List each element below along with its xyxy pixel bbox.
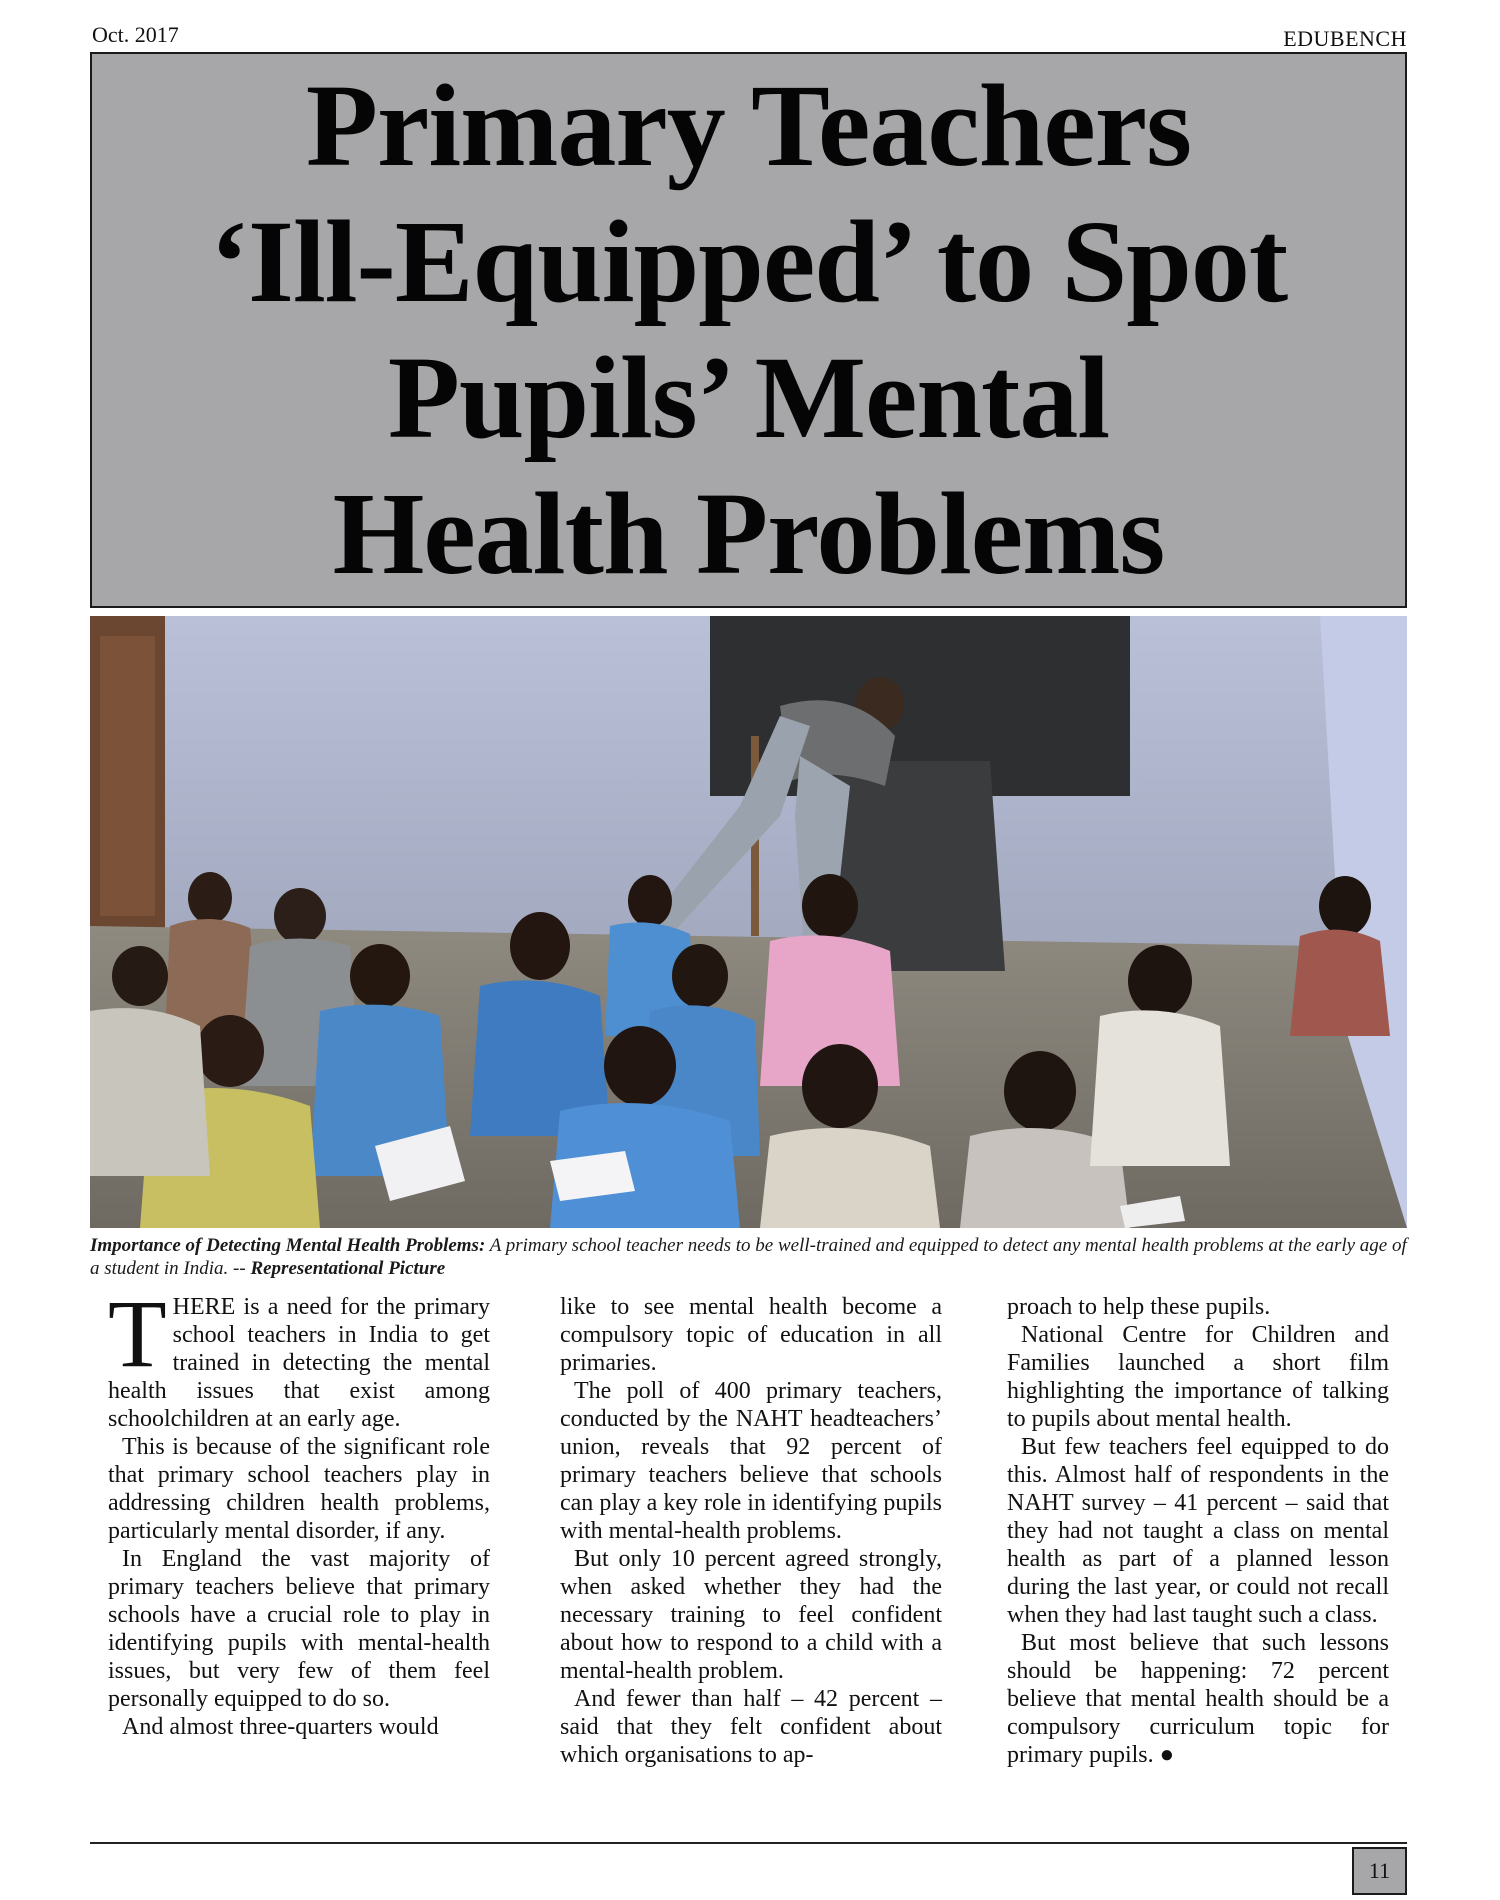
article-column-2 xyxy=(560,1293,942,1769)
issue-date: Oct. 2017 xyxy=(92,22,179,47)
drop-cap: T xyxy=(108,1280,167,1387)
headline-line: Health Problems xyxy=(332,468,1165,599)
article-paragraph: But most believe that such lessons should be happening: 72 percent believe that mental health should be a compulsory curriculum topic for primary pupils. ● xyxy=(1007,1630,1389,1768)
classroom-photo xyxy=(90,616,1407,1228)
article-column-1 xyxy=(108,1280,490,1741)
article-paragraph: like to see mental health become a compulsory topic of education in all primaries. xyxy=(560,1294,942,1376)
article-paragraph: And almost three-quarters would xyxy=(122,1714,439,1740)
article-paragraph: But few teachers feel equipped to do this. Almost half of respondents in the NAHT survey – 41 percent – said that they had not taught a class on mental health as part of a planned lesson during the last year, or could not recall when they had last taught such a class. xyxy=(1007,1434,1389,1628)
caption-lead: Importance of Detecting Mental Health Problems: xyxy=(90,1235,486,1256)
article-paragraph: THERE is a need for the primary school teachers in India to get trained in detecting the mental health issues that exist among schoolchildren at an early age. xyxy=(108,1280,490,1432)
article-paragraph: proach to help these pupils. xyxy=(1007,1294,1271,1320)
article-paragraph: This is because of the significant role that primary school teachers play in addressing children health problems, particularly mental disorder, if any. xyxy=(108,1434,490,1544)
classroom-photo-illustration xyxy=(90,616,1407,1228)
article-paragraph: And fewer than half – 42 percent – said that they felt confident about which organisations to ap- xyxy=(560,1686,942,1768)
headline xyxy=(210,58,1287,602)
article-paragraph: The poll of 400 primary teachers, conducted by the NAHT headteachers’ union, reveals that 92 percent of primary teachers believe that schools can play a key role in identifying pupils with mental-health problems. xyxy=(560,1378,942,1544)
article-paragraph: But only 10 percent agreed strongly, when asked whether they had the necessary training to feel confident about how to respond to a child with a mental-health problem. xyxy=(560,1546,942,1684)
caption-text: A primary school teacher needs to be well-trained and equipped to detect any mental health problems at the early age of a student in India. -- xyxy=(90,1235,1407,1279)
caption-credit: Representational Picture xyxy=(250,1258,446,1279)
headline-line: Pupils’ Mental xyxy=(387,332,1110,463)
page-number: 11 xyxy=(1352,1847,1407,1895)
photo-caption xyxy=(90,1234,1407,1280)
article-paragraph: In England the vast majority of primary teachers believe that primary schools have a crucial role to play in identifying pupils with mental-health issues, but very few of them feel personally equipped to do so. xyxy=(108,1546,490,1712)
headline-box xyxy=(90,52,1407,608)
article-body xyxy=(0,1280,1500,1833)
footer-rule xyxy=(90,1842,1407,1844)
publication-name: EDUBENCH xyxy=(1283,26,1407,51)
article-paragraph: National Centre for Children and Families launched a short film highlighting the importance of talking to pupils about mental health. xyxy=(1007,1322,1389,1432)
headline-line: Primary Teachers xyxy=(305,60,1192,191)
article-column-3 xyxy=(1007,1293,1389,1769)
headline-line: ‘Ill-Equipped’ to Spot xyxy=(209,196,1288,327)
